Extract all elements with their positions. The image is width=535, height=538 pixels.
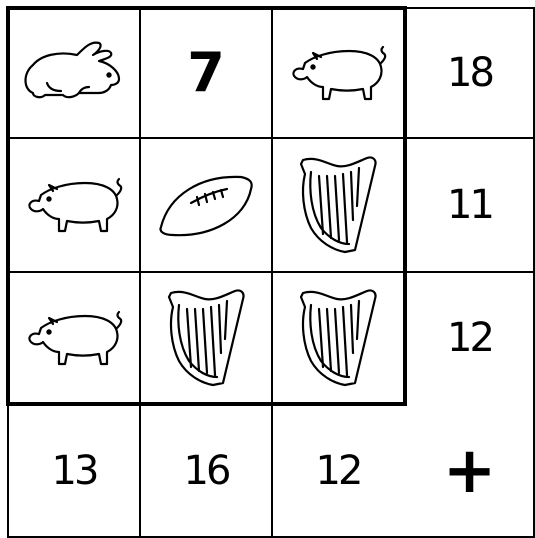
grid-line [139,8,141,538]
grid-border [6,6,407,10]
grid-cell-r3c1 [8,272,140,404]
column-sum-value: 13 [51,448,97,494]
grid-cell-r3c2 [140,272,272,404]
row-sum-value: 18 [447,50,492,96]
row-sum-1 [404,8,535,138]
plus-symbol: + [442,434,497,508]
grid-border [6,6,10,406]
grid-cell-r1c1 [8,8,140,138]
column-sum-value: 16 [183,448,229,494]
grid-line [8,271,535,273]
football-icon [151,165,261,245]
rabbit-icon [19,33,129,113]
column-sum-2 [140,404,272,538]
column-sum-1 [8,404,140,538]
harp-icon [293,150,383,260]
grid-border [403,6,407,406]
row-sum-value: 12 [447,315,492,361]
grid-line [404,7,535,9]
grid-border [6,402,407,406]
row-sum-3 [404,272,535,404]
harp-icon [293,283,383,393]
row-sum-2 [404,138,535,272]
pig-icon [283,33,393,113]
grid-cell-r1c3 [272,8,404,138]
row-sum-value: 11 [447,182,492,228]
harp-icon [161,283,251,393]
grid-cell-r3c3 [272,272,404,404]
grid-line [7,404,9,538]
grid-cell-r2c2 [140,138,272,272]
column-sum-3 [272,404,404,538]
grid-cell-r2c3 [272,138,404,272]
pig-icon [19,165,129,245]
corner-cell [404,404,535,538]
column-sum-value: 12 [315,448,361,494]
grid-cell-r1c2 [140,8,272,138]
grid-cell-r2c1 [8,138,140,272]
grid-line [8,137,535,139]
given-number: 7 [187,41,225,104]
pig-icon [19,298,129,378]
grid-line [271,8,273,538]
